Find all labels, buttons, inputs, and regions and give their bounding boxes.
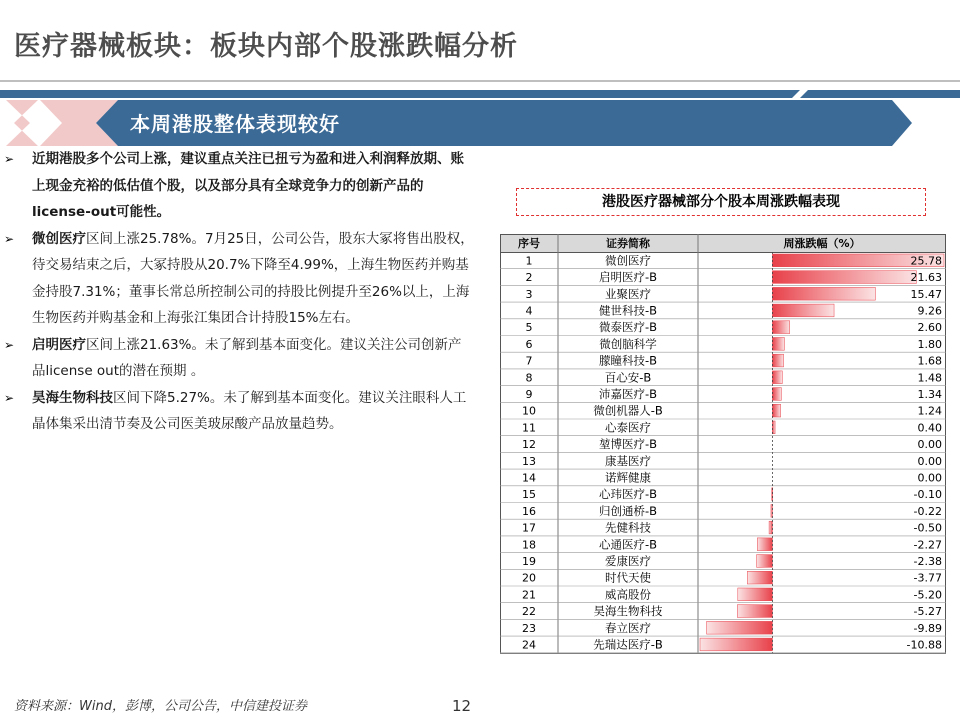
row-index: 9 [525,387,533,401]
change-bar [772,338,784,351]
row-name: 微创脑科学 [599,336,657,351]
row-name: 业聚医疗 [605,286,651,301]
banner-stripe-right [800,90,960,98]
change-value: 0.00 [917,438,942,452]
bullet-text: 区间上涨25.78%。7月25日，公司公告，股东大冢将售出股权，待交易结束之后，大冢持股从20.7%下降至4.99%，上海生物医药并购基金持股7.31%；董事长常总所控制公司的持股比例提升至26%以上，上海生物医药并购基金和上海张江集团合计持股15%左右。 [32,230,474,326]
change-bar [772,287,875,300]
row-index: 23 [522,621,536,635]
row-name: 归创通桥-B [598,503,658,518]
bullet-text: 区间上涨21.63%。未了解到基本面变化。建议关注公司创新产品license out的潜在预期 。 [32,336,462,379]
row-index: 8 [525,371,533,385]
banner-stripe [0,90,800,98]
row-index: 19 [522,554,536,568]
row-name: 先瑞达医疗-B [593,637,663,652]
row-name: 诺辉健康 [605,470,651,485]
change-value: 1.24 [917,404,942,418]
change-bar [769,521,772,534]
row-index: 15 [522,488,536,502]
row-name: 健世科技-B [598,303,658,318]
row-index: 5 [525,321,533,335]
bullet-lead: 近期港股多个公司上涨，建议重点关注已扭亏为盈和进入利润释放期、账上现金充裕的低估值个股，以及部分具有全球竞争力的创新产品的license-out可能性。 [32,151,464,220]
row-name: 康基医疗 [605,453,651,468]
row-name: 朦瞳科技-B [598,353,658,368]
title-divider [0,80,960,82]
row-index: 7 [525,354,533,368]
source-note: 资料来源：Wind，彭博，公司公告，中信建投证券 [14,699,307,714]
header-name: 证券简称 [606,237,650,250]
change-bar [772,421,775,434]
bullet-text: 区间下降5.27%。未了解到基本面变化。建议关注眼科人工晶体集采出清节奏及公司医美玻尿酸产品放量趋势。 [32,389,467,432]
change-value: 1.48 [917,371,942,385]
change-bar [738,588,773,601]
change-value: 21.63 [910,271,942,285]
table-frame [501,235,946,654]
change-value: 0.00 [917,471,942,485]
row-name: 心玮医疗-B [598,487,658,502]
change-value: -10.88 [906,638,942,652]
row-index: 10 [522,404,536,418]
banner-chevron-left [6,100,38,146]
change-value: -2.38 [913,554,942,568]
row-index: 3 [525,287,533,301]
change-bar [707,621,773,634]
row-index: 12 [522,438,536,452]
change-value: 1.68 [917,354,942,368]
row-index: 13 [522,454,536,468]
bullet-lead: 启明医疗 [32,336,86,353]
row-index: 22 [522,605,536,619]
change-bar [772,388,781,401]
row-index: 1 [525,254,533,268]
change-value: 25.78 [910,254,942,268]
change-bar [772,271,916,284]
page-title: 医疗器械板块：板块内部个股涨跌幅分析 [14,31,518,62]
change-value: 1.80 [917,337,942,351]
change-value: -0.50 [913,521,942,535]
change-bar [757,538,772,551]
bullet-arrow-icon: ➢ [4,152,15,166]
change-value: -5.27 [913,605,942,619]
bullet-item [4,226,474,332]
bullet-lead: 微创医疗 [32,230,86,247]
bullet-item [4,146,474,226]
row-name: 微泰医疗-B [598,320,658,335]
row-name: 心泰医疗 [605,420,651,435]
change-value: -0.10 [913,488,942,502]
change-value: 0.40 [917,421,942,435]
row-name: 威高股份 [605,587,651,602]
row-index: 18 [522,538,536,552]
row-index: 14 [522,471,536,485]
change-value: 2.60 [917,321,942,335]
table-title: 港股医疗器械部分个股本周涨跌幅表现 [516,188,926,216]
banner-title: 本周港股整体表现较好 [130,112,340,136]
bullet-arrow-icon: ➢ [4,390,15,405]
change-bar [772,404,780,417]
bullet-lead: 昊海生物科技 [32,389,113,406]
change-value: -9.89 [913,621,942,635]
row-index: 24 [522,638,536,652]
header-change: 周涨跌幅（%） [783,237,861,250]
change-value: -3.77 [913,571,942,585]
change-value: -0.22 [913,504,942,518]
bullet-arrow-icon: ➢ [4,231,15,246]
row-name: 春立医疗 [605,620,651,635]
change-bar [772,304,834,317]
change-bar [747,571,772,584]
change-value: -5.20 [913,588,942,602]
change-value: 9.26 [917,304,942,318]
change-value: 0.00 [917,454,942,468]
change-value: 1.34 [917,387,942,401]
row-index: 17 [522,521,536,535]
row-name: 微创机器人-B [593,403,663,418]
change-bar [737,605,772,618]
row-index: 21 [522,588,536,602]
row-name: 心通医疗-B [598,537,658,552]
page-number: 12 [452,697,472,715]
row-name: 爱康医疗 [605,553,651,568]
change-bar [757,555,773,568]
bullet-item [4,332,474,385]
table-header-bg [501,235,946,253]
change-bar [772,354,783,367]
row-name: 启明医疗-B [598,270,658,285]
change-value: 15.47 [910,287,942,301]
change-bar [772,321,789,334]
row-name: 先健科技 [605,520,651,535]
row-name: 堃博医疗-B [598,437,658,452]
change-value: -2.27 [913,538,942,552]
row-index: 4 [525,304,533,318]
row-index: 16 [522,504,536,518]
bullet-arrow-icon: ➢ [4,337,15,352]
bullet-item [4,385,474,438]
row-index: 2 [525,271,533,285]
bullet-list [4,146,474,438]
change-bar [700,638,772,651]
row-name: 昊海生物科技 [593,604,663,619]
stock-change-table [500,234,946,660]
stock-change-chart [500,234,946,656]
row-index: 20 [522,571,536,585]
row-name: 百心安-B [604,370,652,385]
change-bar [772,371,782,384]
change-bar [771,505,772,518]
row-index: 11 [522,421,536,435]
row-name: 时代天使 [605,570,651,585]
header-index: 序号 [518,237,540,250]
row-index: 6 [525,337,533,351]
row-name: 沛嘉医疗-B [598,386,658,401]
row-name: 微创医疗 [605,253,651,268]
